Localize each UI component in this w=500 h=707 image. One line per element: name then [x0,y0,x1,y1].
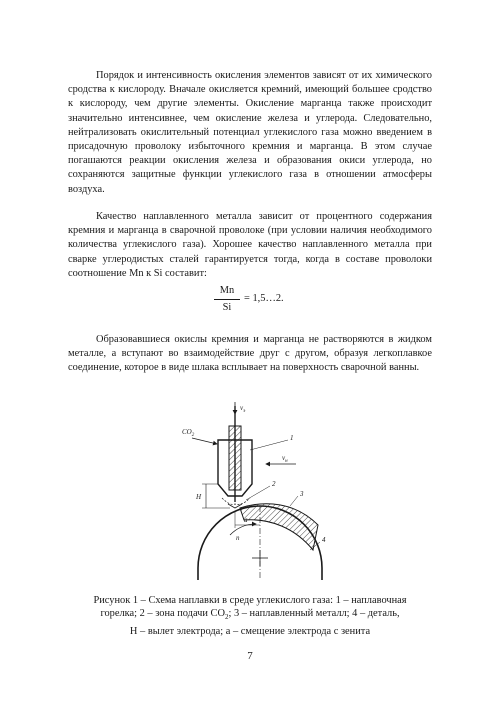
caption-line-2 [68,607,432,624]
rotation-label: n [236,534,240,542]
deposited-metal-layer [240,504,318,550]
caption-line-2-start: горелка; 2 – зона подачи CO [100,608,225,620]
label-2: 2 [272,480,276,488]
figure-caption [68,594,432,638]
wire-feed-label: $v_э$ [240,404,246,414]
paragraph-metal-quality: Качество наплавленного металла зависит от процентного содержания кремния и марганца в сварочной проволоке (при условии наличия необходимого количества углекислого газа). Хорошее качество наплавленного металла при сварке углеродистых сталей гарантируется тогда, когда в составе проволоки соотношение Mn к Si составит: [68,211,432,279]
paragraph-oxidation-order: Порядок и интенсивность окисления элементов зависят от их химического сродства к кислороду. Вначале окисляется кремний, имеющий большее сродство к кислороду, чем другие элементы. Окисление марганца также происходит значительно интенсивнее, чем окисление железа и углерода. Следовательно, нейтрализовать окислительный потенциал углекислого газа можно введением в присадочную проволоку избыточного кремния и марганца. В этом случае погашаются реакции окисления железа и образования окиси углерода, но сохраняются защитные функции углекислого газа в отношении атмосферы воздуха. [68,70,432,195]
label-4: 4 [322,536,326,544]
gas-label: $CO_2$ [182,428,195,438]
surfacing-speed-label: $v_н$ [282,454,288,464]
caption-line-2-end: ; 3 – наплавленный металл; 4 – деталь, [228,608,400,620]
fraction-bar [214,299,240,300]
h-label: H [196,493,202,501]
page-number: 7 [247,650,253,662]
caption-line-1: Рисунок 1 – Схема наплавки в среде углекислого газа: 1 – наплавочная [93,595,407,606]
leader-1 [250,440,288,450]
label-1: 1 [290,434,294,442]
paragraph-slag-formation: Образовавшиеся окислы кремния и марганца не растворяются в жидком металле, а вступают во взаимодействие друг с другом, образуя легкоплавкое соединение, которое в виде шлака всплывает на поверхность сварочной ванны. [68,334,432,374]
leader-2 [246,486,270,500]
a-label: a [244,516,248,524]
arc-zone [228,504,242,508]
formula-value: = 1,5…2. [244,293,284,304]
formula-mn-si-ratio [200,284,320,320]
surfacing-scheme-figure [170,400,350,590]
fraction [214,284,240,315]
leader-3 [290,496,298,506]
rotation-arrow [230,524,256,535]
caption-co2-subscript: 2 [224,613,229,622]
gas-inlet-arrow [192,438,217,444]
fraction-denominator: Si [222,302,232,313]
label-3: 3 [300,490,304,498]
gas-zone [222,498,250,504]
fraction-numerator: Mn [219,285,235,296]
caption-line-3: H – вылет электрода; а – смещение электрода с зенита [129,625,371,637]
